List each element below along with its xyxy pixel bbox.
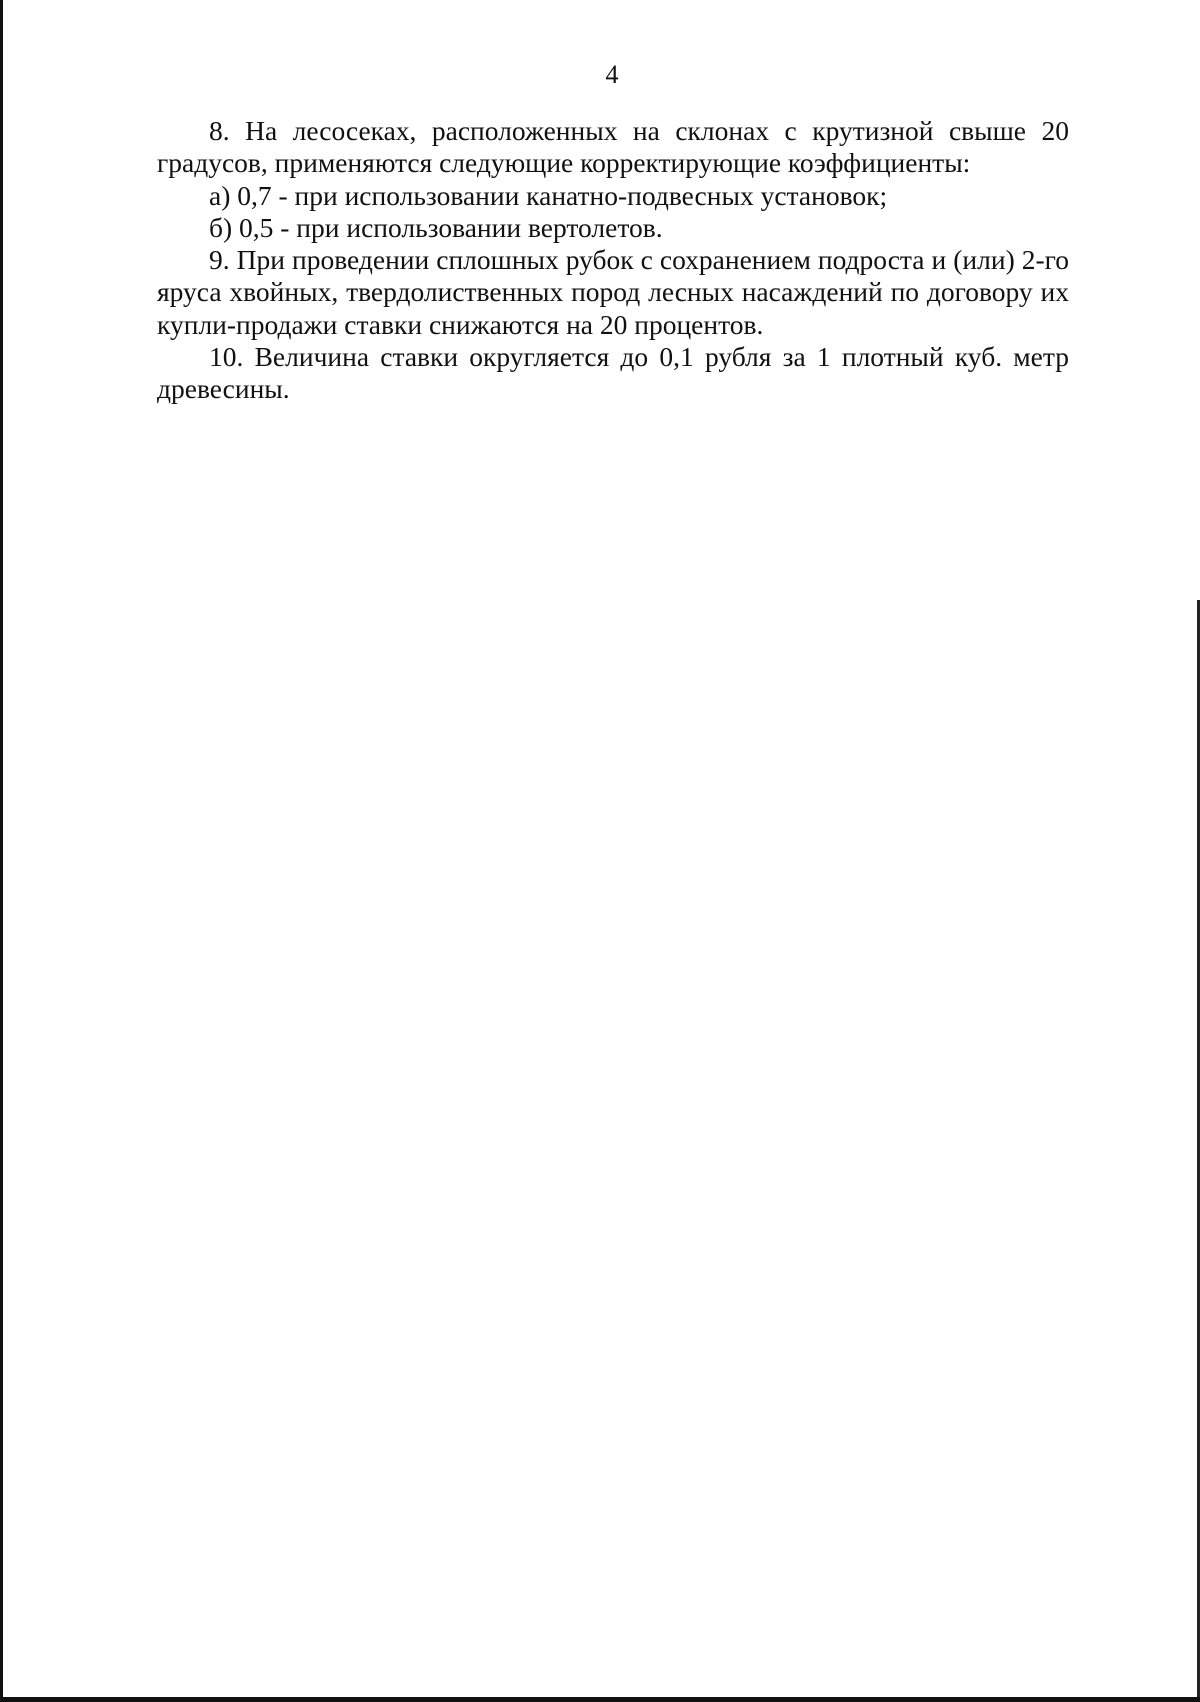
page-number: 4 <box>605 60 619 89</box>
paragraph-8: 8. На лесосеках, расположенных на склонах с крутизной свыше 20 градусов, применяются следующие корректирующие коэффициенты: <box>157 115 1069 179</box>
document-body <box>157 115 1069 406</box>
scan-border-bottom <box>0 1697 1200 1702</box>
paragraph-9: 9. При проведении сплошных рубок с сохранением подроста и (или) 2-го яруса хвойных, твердолиственных пород лесных насаждений по договору их купли-продажи ставки снижаются на 20 процентов. <box>157 244 1069 340</box>
paragraph-10: 10. Величина ставки округляется до 0,1 рубля за 1 плотный куб. метр древесины. <box>157 341 1069 405</box>
paragraph-8b: б) 0,5 - при использовании вертолетов. <box>209 211 663 243</box>
scan-border-left <box>0 0 3 1702</box>
paragraph-8a: а) 0,7 - при использовании канатно-подвесных установок; <box>209 179 888 211</box>
